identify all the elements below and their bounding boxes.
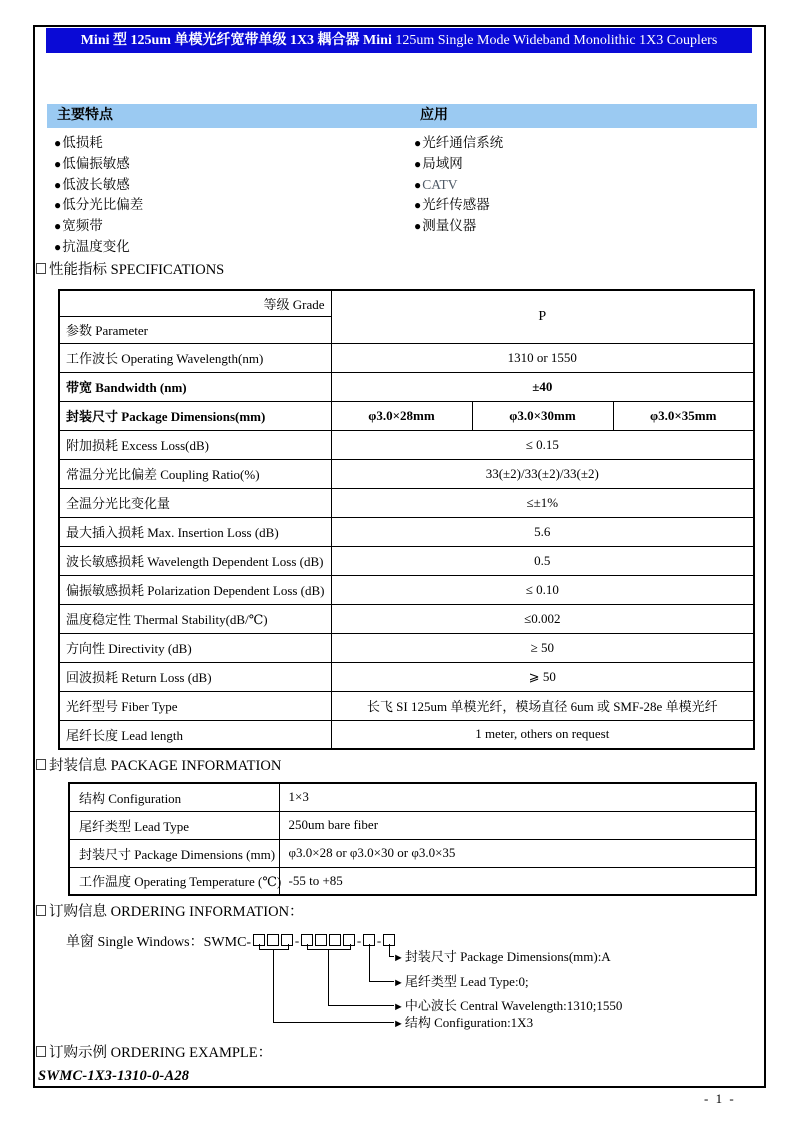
spec-label-cell: 封装尺寸 Package Dimensions(mm) [59, 401, 331, 430]
ordering-label-lead-type: ►尾纤类型 Lead Type:0; [393, 974, 529, 989]
spec-label-cell: 全温分光比变化量 [59, 488, 331, 517]
ordering-info-heading-text: 订购信息 ORDERING INFORMATION： [49, 904, 304, 920]
list-item-label: 低波长敏感 [62, 176, 130, 192]
spec-value-cell: φ3.0×35mm [613, 401, 754, 430]
spec-value-cell: 长飞 SI 125um 单模光纤，模场直径 6um 或 SMF-28e 单模光纤 [331, 691, 754, 720]
ordering-example-heading-text: 订购示例 ORDERING EXAMPLE： [49, 1045, 273, 1061]
page-number: - 1 - [704, 1091, 736, 1106]
ordering-code-prefix: 单窗 Single Windows：SWMC- [66, 935, 252, 950]
spec-value-cell: 5.6 [331, 517, 754, 546]
list-item [414, 195, 503, 216]
list-item [414, 175, 503, 196]
connector-bracket-wavelength [307, 944, 351, 950]
connector-line [328, 1005, 394, 1006]
list-item-label: 低分光比偏差 [62, 197, 144, 213]
spec-label-cell: 附加损耗 Excess Loss(dB) [59, 430, 331, 459]
package-info-heading [36, 754, 281, 775]
list-item [414, 216, 503, 237]
ordering-label-configuration: ►结构 Configuration:1X3 [393, 1015, 534, 1030]
list-item [414, 154, 503, 175]
features-header-bar [47, 104, 757, 128]
code-dash: - [356, 932, 362, 948]
spec-value-cell: 0.5 [331, 546, 754, 575]
title-english: 125um Single Mode Wideband Monolithic 1X3 Couplers [391, 33, 718, 48]
list-item [414, 133, 503, 154]
package-row [69, 783, 756, 811]
spec-row [59, 662, 754, 691]
bullet-icon: ● [414, 136, 422, 150]
list-item [54, 195, 143, 216]
spec-value-cell: ±40 [331, 372, 754, 401]
package-value-cell: 250um bare fiber [279, 811, 756, 839]
ordering-label-package-dimensions: ►封装尺寸 Package Dimensions(mm):A [393, 949, 611, 964]
applications-list [414, 133, 503, 237]
spec-value-cell: ≥ 50 [331, 633, 754, 662]
connector-line [369, 944, 370, 982]
list-item-label: 抗温度变化 [62, 238, 130, 254]
package-table [68, 782, 757, 896]
package-info-heading-text: 封装信息 PACKAGE INFORMATION [49, 758, 282, 774]
spec-row [59, 720, 754, 749]
list-item-label: CATV [422, 176, 458, 192]
features-header: 主要特点 [57, 108, 113, 123]
list-item [54, 133, 143, 154]
list-item-label: 光纤通信系统 [422, 135, 504, 150]
package-label-cell: 结构 Configuration [69, 783, 279, 811]
spec-row [59, 633, 754, 662]
spec-label-cell: 尾纤长度 Lead length [59, 720, 331, 749]
square-bullet-icon [36, 1046, 46, 1057]
connector-bracket-configuration [259, 944, 289, 950]
arrow-right-icon: ► [393, 952, 404, 964]
spec-row [59, 517, 754, 546]
specifications-heading [36, 258, 224, 279]
list-item [54, 154, 143, 175]
spec-label-cell: 工作波长 Operating Wavelength(nm) [59, 343, 331, 372]
spec-row [59, 459, 754, 488]
bullet-icon: ● [54, 177, 62, 192]
bullet-icon: ● [54, 136, 62, 150]
ordering-label-central-wavelength: ►中心波长 Central Wavelength:1310;1550 [393, 998, 623, 1013]
document-title-bar [46, 28, 752, 53]
bullet-icon: ● [54, 156, 62, 171]
spec-row [59, 691, 754, 720]
square-bullet-icon [36, 263, 46, 274]
connector-line [369, 981, 394, 982]
bullet-icon: ● [54, 239, 62, 254]
package-row [69, 839, 756, 867]
code-dash: - [376, 932, 382, 948]
specifications-heading-text: 性能指标 SPECIFICATIONS [49, 262, 225, 278]
spec-label-cell: 波长敏感损耗 Wavelength Dependent Loss (dB) [59, 546, 331, 575]
package-label-cell: 尾纤类型 Lead Type [69, 811, 279, 839]
spec-value-cell: ≤±1% [331, 488, 754, 517]
spec-table [58, 289, 755, 750]
spec-label-cell: 方向性 Directivity (dB) [59, 633, 331, 662]
spec-row [59, 372, 754, 401]
bullet-icon: ● [414, 156, 422, 171]
spec-value-cell: ≤ 0.15 [331, 430, 754, 459]
package-value-cell: -55 to +85 [279, 867, 756, 895]
ordering-example-heading [36, 1041, 272, 1062]
bullet-icon: ● [414, 177, 422, 192]
ordering-example-code: SWMC-1X3-1310-0-A28 [38, 1068, 190, 1084]
spec-value-cell: ⩾ 50 [331, 662, 754, 691]
spec-label-cell: 偏振敏感损耗 Polarization Dependent Loss (dB) [59, 575, 331, 604]
spec-row [59, 401, 754, 430]
spec-row [59, 430, 754, 459]
square-bullet-icon [36, 759, 46, 770]
spec-label-cell: 带宽 Bandwidth (nm) [59, 372, 331, 401]
spec-label-cell: 光纤型号 Fiber Type [59, 691, 331, 720]
param-label-cell: 参数 Parameter [59, 316, 331, 343]
applications-header: 应用 [420, 108, 448, 123]
spec-value-cell: 1 meter, others on request [331, 720, 754, 749]
package-table-body [69, 783, 756, 895]
package-row [69, 867, 756, 895]
features-list [54, 133, 143, 258]
title-chinese: Mini 型 125um 单模光纤宽带单级 1X3 耦合器 Mini [80, 33, 392, 48]
spec-value-cell: ≤ 0.10 [331, 575, 754, 604]
bullet-icon: ● [414, 219, 422, 234]
square-bullet-icon [36, 905, 46, 916]
list-item [54, 216, 143, 237]
grade-label-cell: 等级 Grade [59, 290, 331, 316]
list-item-label: 光纤传感器 [422, 197, 490, 213]
spec-label-cell: 温度稳定性 Thermal Stability(dB/℃) [59, 604, 331, 633]
list-item-label: 测量仪器 [422, 218, 477, 234]
bullet-icon: ● [414, 198, 422, 213]
spec-label-cell: 最大插入损耗 Max. Insertion Loss (dB) [59, 517, 331, 546]
bullet-icon: ● [54, 219, 62, 234]
list-item-label: 局域网 [422, 155, 463, 171]
arrow-right-icon: ► [393, 1018, 404, 1030]
spec-label-cell: 常温分光比偏差 Coupling Ratio(%) [59, 459, 331, 488]
spec-value-cell: ≤0.002 [331, 604, 754, 633]
spec-row [59, 575, 754, 604]
connector-line [328, 949, 329, 1006]
spec-value-cell: 33(±2)/33(±2)/33(±2) [331, 459, 754, 488]
list-item [54, 237, 143, 258]
bullet-icon: ● [54, 198, 62, 213]
spec-table-body [59, 290, 754, 749]
list-item [54, 175, 143, 196]
arrow-right-icon: ► [393, 1001, 404, 1013]
package-value-cell: 1×3 [279, 783, 756, 811]
spec-value-cell: 1310 or 1550 [331, 343, 754, 372]
spec-label-cell: 回波损耗 Return Loss (dB) [59, 662, 331, 691]
spec-header-row [59, 290, 754, 316]
spec-row [59, 343, 754, 372]
package-label-cell: 工作温度 Operating Temperature (℃) [69, 867, 279, 895]
package-row [69, 811, 756, 839]
list-item-label: 低损耗 [62, 135, 103, 150]
spec-value-cell: φ3.0×30mm [472, 401, 613, 430]
spec-row [59, 488, 754, 517]
ordering-info-heading [36, 900, 304, 921]
spec-row [59, 604, 754, 633]
list-item-label: 低偏振敏感 [62, 155, 130, 171]
spec-value-cell: φ3.0×28mm [331, 401, 472, 430]
grade-value-cell: P [331, 290, 754, 343]
package-label-cell: 封装尺寸 Package Dimensions (mm) [69, 839, 279, 867]
arrow-right-icon: ► [393, 977, 404, 989]
package-value-cell: φ3.0×28 or φ3.0×30 or φ3.0×35 [279, 839, 756, 867]
connector-line [273, 1022, 394, 1023]
connector-line [273, 949, 274, 1023]
spec-row [59, 546, 754, 575]
code-dash: - [294, 932, 300, 948]
list-item-label: 宽频带 [62, 218, 103, 234]
